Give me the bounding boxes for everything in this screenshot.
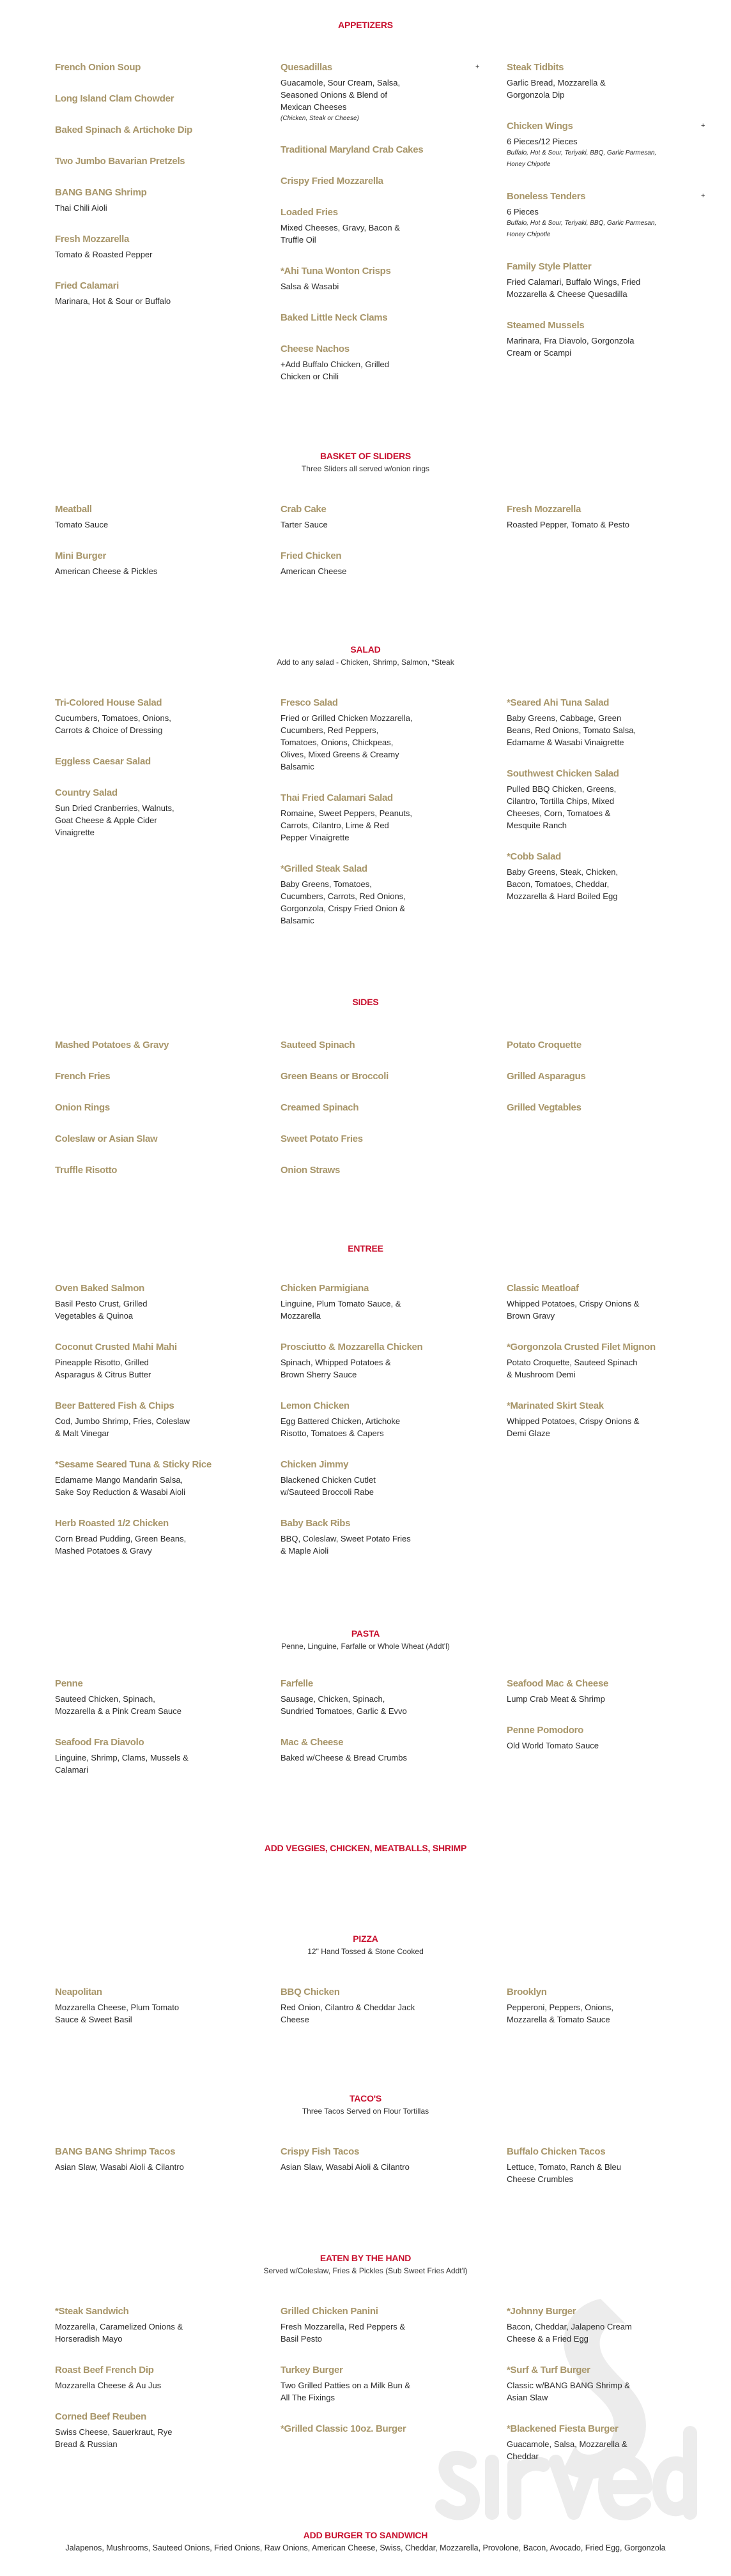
menu-column	[281, 503, 472, 596]
item-name: *Johnny Burger	[507, 2305, 576, 2317]
menu-item[interactable]	[281, 1133, 472, 1145]
item-description: Mozzarella, Caramelized Onions & Horseradish Mayo	[55, 2321, 183, 2344]
item-name: Chicken Jimmy	[281, 1458, 349, 1470]
menu-column	[507, 697, 698, 921]
item-name: Meatball	[55, 503, 92, 515]
menu-item[interactable]	[281, 1986, 472, 2026]
item-description: Spinach, Whipped Potatoes & Brown Sherry Sauce	[281, 1357, 391, 1379]
item-description: Romaine, Sweet Peppers, Peanuts, Carrots, Cilantro, Lime & Red Pepper Vinaigrette	[281, 808, 412, 842]
menu-item[interactable]	[55, 93, 247, 105]
section-heading-salad: SALAD	[350, 644, 381, 655]
item-name: Fresco Salad	[281, 697, 338, 708]
item-description: Pineapple Risotto, Grilled Asparagus & Citrus Butter	[55, 1357, 151, 1379]
section-heading-appetizers: APPETIZERS	[338, 20, 393, 30]
section-items-hand	[0, 2305, 731, 2461]
item-name: Herb Roasted 1/2 Chicken	[55, 1517, 169, 1529]
item-description: Baked w/Cheese & Bread Crumbs	[281, 1752, 407, 1762]
menu-column	[55, 2146, 247, 2192]
menu-column	[55, 61, 247, 326]
item-description: Classic w/BANG BANG Shrimp & Asian Slaw	[507, 2380, 630, 2402]
item-description: Mozzarella Cheese, Plum Tomato Sauce & Sweet Basil	[55, 2002, 180, 2024]
menu-item[interactable]	[55, 280, 247, 307]
section-items-sliders	[0, 503, 731, 576]
menu-item[interactable]	[55, 1164, 247, 1176]
menu-item[interactable]	[55, 1070, 247, 1082]
menu-item[interactable]	[281, 144, 472, 156]
item-name: Chicken Parmigiana	[281, 1282, 369, 1294]
section-items-pizza	[0, 1986, 731, 2024]
item-description: Asian Slaw, Wasabi Aioli & Cilantro	[55, 2162, 184, 2172]
item-description: Whipped Potatoes, Crispy Onions & Brown Gravy	[507, 1298, 640, 1321]
item-name: *Marinated Skirt Steak	[507, 1400, 604, 1411]
menu-item[interactable]	[281, 61, 480, 125]
menu-item[interactable]	[281, 863, 472, 927]
menu-item[interactable]	[507, 2364, 698, 2404]
menu-item[interactable]	[55, 550, 247, 577]
menu-item[interactable]	[281, 1736, 472, 1764]
menu-column	[281, 697, 472, 946]
menu-item[interactable]	[507, 1341, 698, 1381]
section-heading-addveggies: ADD VEGGIES, CHICKEN, MEATBALLS, SHRIMP	[264, 1843, 467, 1853]
menu-column	[281, 61, 480, 402]
item-description: Fried or Grilled Chicken Mozzarella, Cucumbers, Red Peppers, Tomatoes, Onions, Chickpeas, Olives, Mixed Greens & Creamy Balsamic	[281, 713, 413, 771]
section-subtitle-sliders: Three Sliders all served w/onion rings	[301, 464, 430, 473]
section-items-appetizers	[0, 61, 731, 381]
menu-column	[55, 1986, 247, 2045]
item-description: Salsa & Wasabi	[281, 282, 339, 291]
item-name: Green Beans or Broccoli	[281, 1070, 389, 1082]
item-description: Sausage, Chicken, Spinach, Sundried Tomatoes, Garlic & Evvo	[281, 1693, 407, 1716]
menu-item[interactable]	[55, 1986, 247, 2026]
menu-item[interactable]	[55, 124, 247, 136]
item-name: *Grilled Classic 10oz. Burger	[281, 2423, 406, 2434]
item-description: Guacamole, Salsa, Mozzarella & Cheddar	[507, 2439, 627, 2461]
section-subtitle-hand: Served w/Coleslaw, Fries & Pickles (Sub Sweet Fries Addt'l)	[263, 2266, 468, 2275]
item-name: Fresh Mozzarella	[507, 503, 581, 515]
item-name: BANG BANG Shrimp	[55, 186, 147, 198]
item-description: Baby Greens, Steak, Chicken, Bacon, Tomatoes, Cheddar, Mozzarella & Hard Boiled Egg	[507, 867, 619, 901]
item-name: Traditional Maryland Crab Cakes	[281, 144, 424, 155]
item-description: Garlic Bread, Mozzarella & Gorgonzola Dip	[507, 77, 606, 100]
item-name: Steak Tidbits	[507, 61, 564, 73]
item-description: Blackened Chicken Cutlet w/Sauteed Broccoli Rabe	[281, 1474, 376, 1497]
menu-item[interactable]	[507, 851, 698, 902]
item-name: Boneless Tenders	[507, 190, 586, 202]
menu-item[interactable]	[55, 2305, 247, 2345]
menu-item[interactable]	[281, 206, 472, 246]
item-name: *Gorgonzola Crusted Filet Mignon	[507, 1341, 656, 1352]
item-description: BBQ, Coleslaw, Sweet Potato Fries & Maple Aioli	[281, 1533, 411, 1556]
menu-column	[507, 1282, 698, 1458]
section-heading-tacos: TACO'S	[349, 2093, 382, 2103]
menu-item[interactable]	[281, 343, 472, 383]
expand-plus-icon[interactable]: +	[475, 63, 480, 71]
item-name: *Surf & Turf Burger	[507, 2364, 590, 2375]
add-burger-toppings: Jalapenos, Mushrooms, Sauteed Onions, Fried Onions, Raw Onions, American Cheese, Swiss, Cheddar, Mozzarella, Provolone, Bacon, Avocado, Fried Egg, Gorgonzola	[65, 2543, 666, 2552]
section-subtitle-salad: Add to any salad - Chicken, Shrimp, Salmon, *Steak	[277, 658, 454, 667]
item-description: Pepperoni, Peppers, Onions, Mozzarella & Tomato Sauce	[507, 2002, 613, 2024]
section-heading-hand: EATEN BY THE HAND	[319, 2253, 412, 2263]
section-heading-pasta: PASTA	[351, 1628, 380, 1639]
item-name: Creamed Spinach	[281, 1102, 359, 1113]
menu-column	[507, 61, 705, 378]
item-name: Crispy Fried Mozzarella	[281, 176, 383, 186]
item-description: Swiss Cheese, Sauerkraut, Rye Bread & Russian	[55, 2427, 173, 2449]
item-description: Two Grilled Patties on a Milk Bun & All The Fixings	[281, 2380, 411, 2402]
menu-item[interactable]	[507, 1678, 698, 1705]
item-name: Sauteed Spinach	[281, 1039, 355, 1050]
menu-column	[55, 1678, 247, 1795]
item-name: Coconut Crusted Mahi Mahi	[55, 1341, 177, 1352]
menu-item[interactable]	[507, 319, 698, 359]
item-description: Sauteed Chicken, Spinach, Mozzarella & a Pink Cream Sauce	[55, 1693, 181, 1716]
item-name: Potato Croquette	[507, 1039, 581, 1050]
menu-item[interactable]	[281, 2423, 472, 2435]
item-name: Oven Baked Salmon	[55, 1282, 144, 1294]
section-heading-addburger: ADD BURGER TO SANDWICH	[303, 2530, 428, 2540]
menu-item[interactable]	[507, 1724, 698, 1752]
item-name: Long Island Clam Chowder	[55, 93, 174, 104]
item-name: Mini Burger	[55, 550, 107, 561]
item-name: Cheese Nachos	[281, 344, 350, 354]
item-description: Tomato Sauce	[55, 519, 109, 529]
item-description: Tarter Sauce	[281, 519, 328, 529]
item-description: 6 Pieces	[507, 206, 539, 216]
menu-column	[507, 503, 698, 550]
menu-item[interactable]	[281, 1102, 472, 1114]
item-name: Steamed Mussels	[507, 319, 585, 331]
item-name: BANG BANG Shrimp Tacos	[55, 2146, 176, 2157]
menu-item[interactable]	[55, 787, 247, 838]
menu-column	[507, 1039, 698, 1133]
menu-column	[507, 2305, 698, 2481]
menu-item[interactable]	[55, 1341, 247, 1381]
item-name: Grilled Chicken Panini	[281, 2305, 378, 2317]
menu-item[interactable]	[281, 2305, 472, 2345]
section-items-sides	[0, 1039, 731, 1176]
menu-item[interactable]	[55, 1458, 247, 1498]
item-description: Potato Croquette, Sauteed Spinach & Mushroom Demi	[507, 1357, 638, 1379]
menu-column	[507, 1678, 698, 1771]
item-name: Seafood Fra Diavolo	[55, 1736, 144, 1748]
item-description: Sun Dried Cranberries, Walnuts, Goat Cheese & Apple Cider Vinaigrette	[55, 803, 174, 837]
item-name: Onion Rings	[55, 1102, 110, 1113]
item-description: Lettuce, Tomato, Ranch & Bleu Cheese Crumbles	[507, 2162, 621, 2184]
item-description: Bacon, Cheddar, Jalapeno Cream Cheese & a Fried Egg	[507, 2321, 632, 2344]
menu-column	[281, 1282, 472, 1576]
item-name: *Ahi Tuna Wonton Crisps	[281, 266, 391, 277]
item-name: Beer Battered Fish & Chips	[55, 1400, 174, 1411]
item-name: Classic Meatloaf	[507, 1282, 579, 1294]
menu-item[interactable]	[507, 1400, 698, 1439]
menu-item[interactable]	[55, 155, 247, 167]
menu-item[interactable]	[507, 1282, 698, 1322]
item-name: Prosciutto & Mozzarella Chicken	[281, 1341, 423, 1352]
item-description: American Cheese & Pickles	[55, 566, 158, 576]
menu-item[interactable]	[507, 503, 698, 531]
item-name: Penne Pomodoro	[507, 1724, 583, 1736]
item-description: Whipped Potatoes, Crispy Onions & Demi Glaze	[507, 1416, 640, 1438]
item-description: Cod, Jumbo Shrimp, Fries, Coleslaw & Malt Vinegar	[55, 1416, 190, 1438]
menu-item[interactable]	[55, 1102, 247, 1114]
item-description: Linguine, Plum Tomato Sauce, & Mozzarella	[281, 1298, 401, 1321]
menu-column	[55, 1282, 247, 1576]
expand-plus-icon[interactable]: +	[701, 192, 705, 200]
item-name: Mashed Potatoes & Gravy	[55, 1039, 169, 1050]
menu-column	[507, 1986, 698, 2045]
menu-column	[55, 697, 247, 858]
item-name: Eggless Caesar Salad	[55, 755, 151, 767]
item-name: Baby Back Ribs	[281, 1517, 351, 1529]
item-name: *Cobb Salad	[507, 851, 562, 862]
item-description: Edamame Mango Mandarin Salsa, Sake Soy Reduction & Wasabi Aioli	[55, 1474, 186, 1497]
menu-item[interactable]	[55, 1282, 247, 1322]
menu-item[interactable]	[507, 1102, 698, 1114]
item-description: Corn Bread Pudding, Green Beans, Mashed Potatoes & Gravy	[55, 1533, 187, 1556]
menu-item[interactable]	[281, 792, 472, 844]
item-description: Red Onion, Cilantro & Cheddar Jack Cheese	[281, 2002, 415, 2024]
item-name: Lemon Chicken	[281, 1400, 350, 1411]
item-name: *Steak Sandwich	[55, 2305, 129, 2317]
item-name: Two Jumbo Bavarian Pretzels	[55, 155, 185, 167]
item-name: Thai Fried Calamari Salad	[281, 792, 393, 803]
item-name: Loaded Fries	[281, 207, 338, 218]
menu-item[interactable]	[281, 1400, 472, 1439]
menu-item[interactable]	[507, 120, 705, 171]
item-name: Quesadillas	[281, 61, 332, 73]
menu-item[interactable]	[281, 1517, 472, 1557]
item-name: Fried Calamari	[55, 280, 119, 291]
menu-item[interactable]	[55, 61, 247, 73]
menu-item[interactable]	[507, 2305, 698, 2345]
item-name: Crispy Fish Tacos	[281, 2146, 359, 2157]
section-subtitle-pasta: Penne, Linguine, Farfalle or Whole Wheat (Addt'l)	[281, 1642, 450, 1651]
menu-item[interactable]	[55, 2411, 247, 2450]
item-description: Egg Battered Chicken, Artichoke Risotto, Tomatoes & Capers	[281, 1416, 401, 1438]
menu-item[interactable]	[281, 503, 472, 531]
item-description: Fresh Mozzarella, Red Peppers & Basil Pesto	[281, 2321, 406, 2344]
item-name: Mac & Cheese	[281, 1736, 344, 1748]
item-description: Linguine, Shrimp, Clams, Mussels & Calamari	[55, 1752, 189, 1775]
menu-item[interactable]	[281, 1678, 472, 1717]
item-name: *Blackened Fiesta Burger	[507, 2423, 619, 2434]
menu-column	[55, 503, 247, 596]
menu-item[interactable]	[55, 2146, 247, 2173]
menu-item[interactable]	[55, 1736, 247, 1776]
item-name: Baked Little Neck Clams	[281, 312, 388, 323]
section-subtitle-pizza: 12" Hand Tossed & Stone Cooked	[307, 1947, 424, 1956]
item-name: Chicken Wings	[507, 120, 573, 132]
item-options: Buffalo, Hot & Sour, Teriyaki, BBQ, Garlic Parmesan, Honey Chipotle	[507, 219, 657, 238]
menu-item[interactable]	[281, 1341, 472, 1381]
menu-item[interactable]	[507, 261, 698, 300]
section-heading-sides: SIDES	[352, 997, 379, 1007]
section-heading-pizza: PIZZA	[353, 1934, 378, 1944]
item-description: +Add Buffalo Chicken, Grilled Chicken or Chili	[281, 360, 389, 381]
item-name: *Sesame Seared Tuna & Sticky Rice	[55, 1458, 212, 1470]
item-description: Mozzarella Cheese & Au Jus	[55, 2380, 162, 2390]
menu-item[interactable]	[507, 1070, 698, 1082]
item-name: French Onion Soup	[55, 61, 141, 73]
menu-item[interactable]	[55, 503, 247, 531]
item-name: Family Style Platter	[507, 261, 592, 272]
menu-item[interactable]	[281, 1039, 472, 1051]
item-description: Asian Slaw, Wasabi Aioli & Cilantro	[281, 2162, 410, 2172]
menu-item[interactable]	[281, 1070, 472, 1082]
item-name: Country Salad	[55, 787, 118, 798]
menu-item[interactable]	[507, 61, 698, 101]
menu-column	[281, 1986, 472, 2045]
item-description: 6 Pieces/12 Pieces	[507, 136, 578, 146]
item-options: (Chicken, Steak or Cheese)	[281, 114, 359, 122]
menu-column	[281, 1039, 472, 1195]
item-name: Truffle Risotto	[55, 1164, 118, 1176]
item-description: Fried Calamari, Buffalo Wings, Fried Mozzarella & Cheese Quesadilla	[507, 277, 641, 299]
menu-column	[281, 2146, 472, 2192]
menu-column	[55, 2305, 247, 2469]
menu-item[interactable]	[55, 2364, 247, 2391]
menu-item[interactable]	[281, 175, 472, 187]
menu-item[interactable]	[55, 186, 247, 214]
item-name: Buffalo Chicken Tacos	[507, 2146, 606, 2157]
item-description: Baby Greens, Cabbage, Green Beans, Red Onions, Tomato Salsa, Edamame & Wasabi Vinaigrette	[507, 713, 636, 747]
menu-column	[55, 1039, 247, 1195]
item-description: Tomato & Roasted Pepper	[55, 249, 153, 259]
menu-item[interactable]	[55, 697, 247, 736]
item-name: Coleslaw or Asian Slaw	[55, 1133, 158, 1144]
menu-item[interactable]	[281, 312, 472, 324]
menu-item[interactable]	[507, 2423, 698, 2462]
item-name: Corned Beef Reuben	[55, 2411, 146, 2422]
menu-item[interactable]	[281, 697, 472, 773]
menu-item[interactable]	[281, 265, 472, 292]
menu-item[interactable]	[55, 1400, 247, 1439]
menu-item[interactable]	[55, 755, 247, 768]
item-description: Roasted Pepper, Tomato & Pesto	[507, 519, 629, 529]
menu-item[interactable]	[281, 2146, 472, 2173]
item-name: *Grilled Steak Salad	[281, 863, 367, 874]
item-description: Cucumbers, Tomatoes, Onions, Carrots & Choice of Dressing	[55, 713, 171, 735]
item-name: Baked Spinach & Artichoke Dip	[55, 124, 192, 135]
item-name: Seafood Mac & Cheese	[507, 1678, 609, 1689]
menu-item[interactable]	[281, 1164, 472, 1176]
item-description: Mixed Cheeses, Gravy, Bacon & Truffle Oil	[281, 223, 400, 245]
item-name: Southwest Chicken Salad	[507, 768, 619, 779]
item-description: Basil Pesto Crust, Grilled Vegetables & Quinoa	[55, 1298, 148, 1321]
item-description: American Cheese	[281, 566, 347, 576]
menu-item[interactable]	[55, 1678, 247, 1717]
item-name: Fried Chicken	[281, 550, 342, 561]
item-name: Brooklyn	[507, 1986, 547, 1997]
item-description: Baby Greens, Tomatoes, Cucumbers, Carrots, Red Onions, Gorgonzola, Crispy Fried Onion & Balsamic	[281, 879, 406, 925]
menu-item[interactable]	[281, 1282, 472, 1322]
item-name: Grilled Vegtables	[507, 1102, 581, 1113]
expand-plus-icon[interactable]: +	[701, 121, 705, 130]
menu-item[interactable]	[55, 1133, 247, 1145]
section-items-entree	[0, 1282, 731, 1556]
item-description: Marinara, Fra Diavolo, Gorgonzola Cream or Scampi	[507, 335, 635, 358]
item-name: Roast Beef French Dip	[55, 2364, 154, 2375]
item-name: Farfelle	[281, 1678, 313, 1689]
menu-item[interactable]	[507, 2146, 698, 2185]
menu-item[interactable]	[281, 550, 472, 577]
menu-column	[281, 1678, 472, 1783]
item-name: Penne	[55, 1678, 83, 1689]
menu-item[interactable]	[55, 1517, 247, 1557]
section-heading-sliders: BASKET OF SLIDERS	[319, 451, 412, 461]
item-name: Onion Straws	[281, 1164, 341, 1176]
item-name: Sweet Potato Fries	[281, 1133, 363, 1144]
item-description: Pulled BBQ Chicken, Greens, Cilantro, Tortilla Chips, Mixed Cheeses, Corn, Tomatoes & Mesquite Ranch	[507, 784, 617, 830]
menu-item[interactable]	[55, 1039, 247, 1051]
item-description: Lump Crab Meat & Shrimp	[507, 1693, 605, 1704]
item-name: French Fries	[55, 1070, 111, 1082]
menu-column	[281, 2305, 472, 2454]
menu-item[interactable]	[55, 233, 247, 261]
section-subtitle-tacos: Three Tacos Served on Flour Tortillas	[302, 2107, 429, 2116]
item-description: Marinara, Hot & Sour or Buffalo	[55, 296, 171, 306]
section-heading-entree: ENTREE	[348, 1243, 383, 1254]
item-name: Fresh Mozzarella	[55, 233, 130, 245]
item-description: Thai Chili Aioli	[55, 202, 107, 213]
item-name: Crab Cake	[281, 503, 327, 515]
menu-item[interactable]	[507, 1039, 698, 1051]
item-name: BBQ Chicken	[281, 1986, 340, 1997]
item-name: Neapolitan	[55, 1986, 102, 1997]
item-options: Buffalo, Hot & Sour, Teriyaki, BBQ, Garlic Parmesan, Honey Chipotle	[507, 149, 657, 168]
menu-item[interactable]	[507, 697, 698, 748]
item-name: Tri-Colored House Salad	[55, 697, 162, 708]
menu-item[interactable]	[281, 1458, 472, 1498]
menu-item[interactable]	[281, 2364, 472, 2404]
item-name: Turkey Burger	[281, 2364, 343, 2375]
menu-item[interactable]	[507, 1986, 698, 2026]
menu-column	[507, 2146, 698, 2204]
menu-item[interactable]	[507, 190, 705, 241]
item-description: Old World Tomato Sauce	[507, 1740, 599, 1750]
item-name: *Seared Ahi Tuna Salad	[507, 697, 610, 708]
item-name: Grilled Asparagus	[507, 1070, 586, 1082]
menu-item[interactable]	[507, 768, 698, 831]
item-description: Guacamole, Sour Cream, Salsa, Seasoned Onions & Blend of Mexican Cheeses	[281, 77, 401, 112]
